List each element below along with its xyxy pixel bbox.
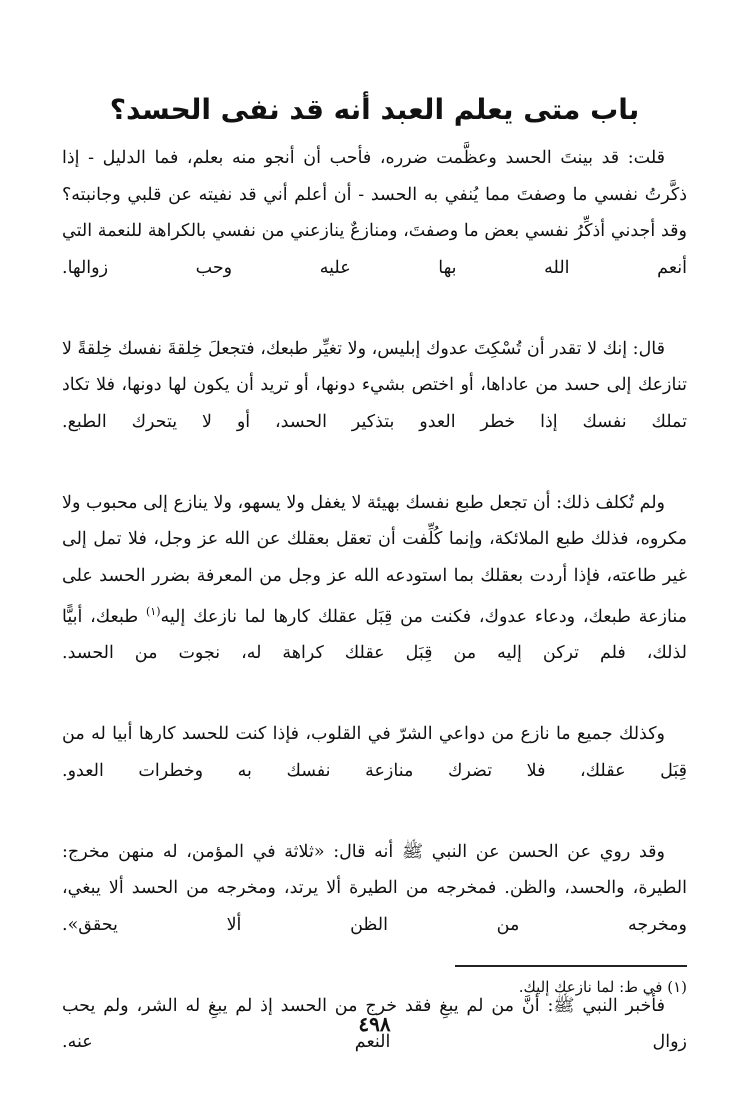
paragraph-3 [62,485,687,709]
page-number: ٤٩٨ [358,1012,391,1036]
paragraph-2: قال: إنك لا تقدر أن تُسْكِتَ عدوك إبليس، ولا تغيِّر طبعك، فتجعلَ خِلقةَ نفسك خِلقةً لا تنازعك إلى حسد من عاداها، أو اختص بشيء دونها، أو تريد أن يكون لها دونها، فلا تكاد تملك نفسك إذا خطر العدو بتذكير الحسد، أو لا يتحرك الطبع. [61,338,687,432]
body-text [62,140,687,1105]
paragraph-3-tail: طبعك، أبيًّا لذلك، فلم تركن إليه من قِبَل عقلك كراهة له، نجوت من الحسد. [62,606,687,664]
paragraph-6: فأخبر النبي ﷺ: أنَّ من لم يبغِ فقد خرج من الحسد إذ لم يبغِ له الشر، ولم يحب زوال النعم عنه. [62,995,687,1053]
chapter-title: باب متى يعلم العبد أنه قد نفى الحسد؟ [109,93,640,126]
paragraph-1: قلت: قد بينتَ الحسد وعظَّمت ضرره، فأحب أن أنجو منه بعلم، فما الدليل - إذا ذكَّرتُ نفسي ما وصفتَ مما يُنفي به الحسد - أن أعلم أني قد نفيته عن قلبي وجانبته؟ وقد أجدني أذكِّرُ نفسي بعض ما وصفتَ، ومنازعٌ ينازعني من نفسي بالكراهة للنعمة التي أنعم الله بها عليه وحب زوالها. [62,148,687,278]
paragraph-4: وكذلك جميع ما نازع من دواعي الشرّ في القلوب، فإذا كنت للحسد كارها أبيا له من قِبَل عقلك، فلا تضرك منازعة نفسك به وخطرات العدو. [62,724,687,781]
footnote-marker: (١) [145,605,161,618]
paragraph-3-text: ولم تُكلف ذلك: أن تجعل طبع نفسك بهيئة لا يغفل ولا يسهو، ولا ينازع إلى محبوب ولا مكروه، فذلك طبع الملائكة، وإنما كُلِّفت أن تعقل بعقلك عن الله عز وجل، فلا تمل إلى غير طاعته، فإذا أردت بعقلك بما استودعه الله عز وجل من المعرفة بضرر الحسد على منازعة طبعك، ودعاء عدوك، فكنت من قِبَل عقلك كارها لما نازعك إليه [62,492,687,627]
paragraph-5: وقد روي عن الحسن عن النبي ﷺ أنه قال: «ثلاثة في المؤمن، له منهن مخرج: الطيرة، والحسد، والظن. فمخرجه من الطيرة ألا يرتد، ومخرجه من الحسد ألا يبغي، ومخرجه من الظن ألا يحقق». [62,841,687,935]
footnote-divider [455,965,687,967]
footnote: (١) في ط: لما نازعك إليك. [518,978,687,996]
